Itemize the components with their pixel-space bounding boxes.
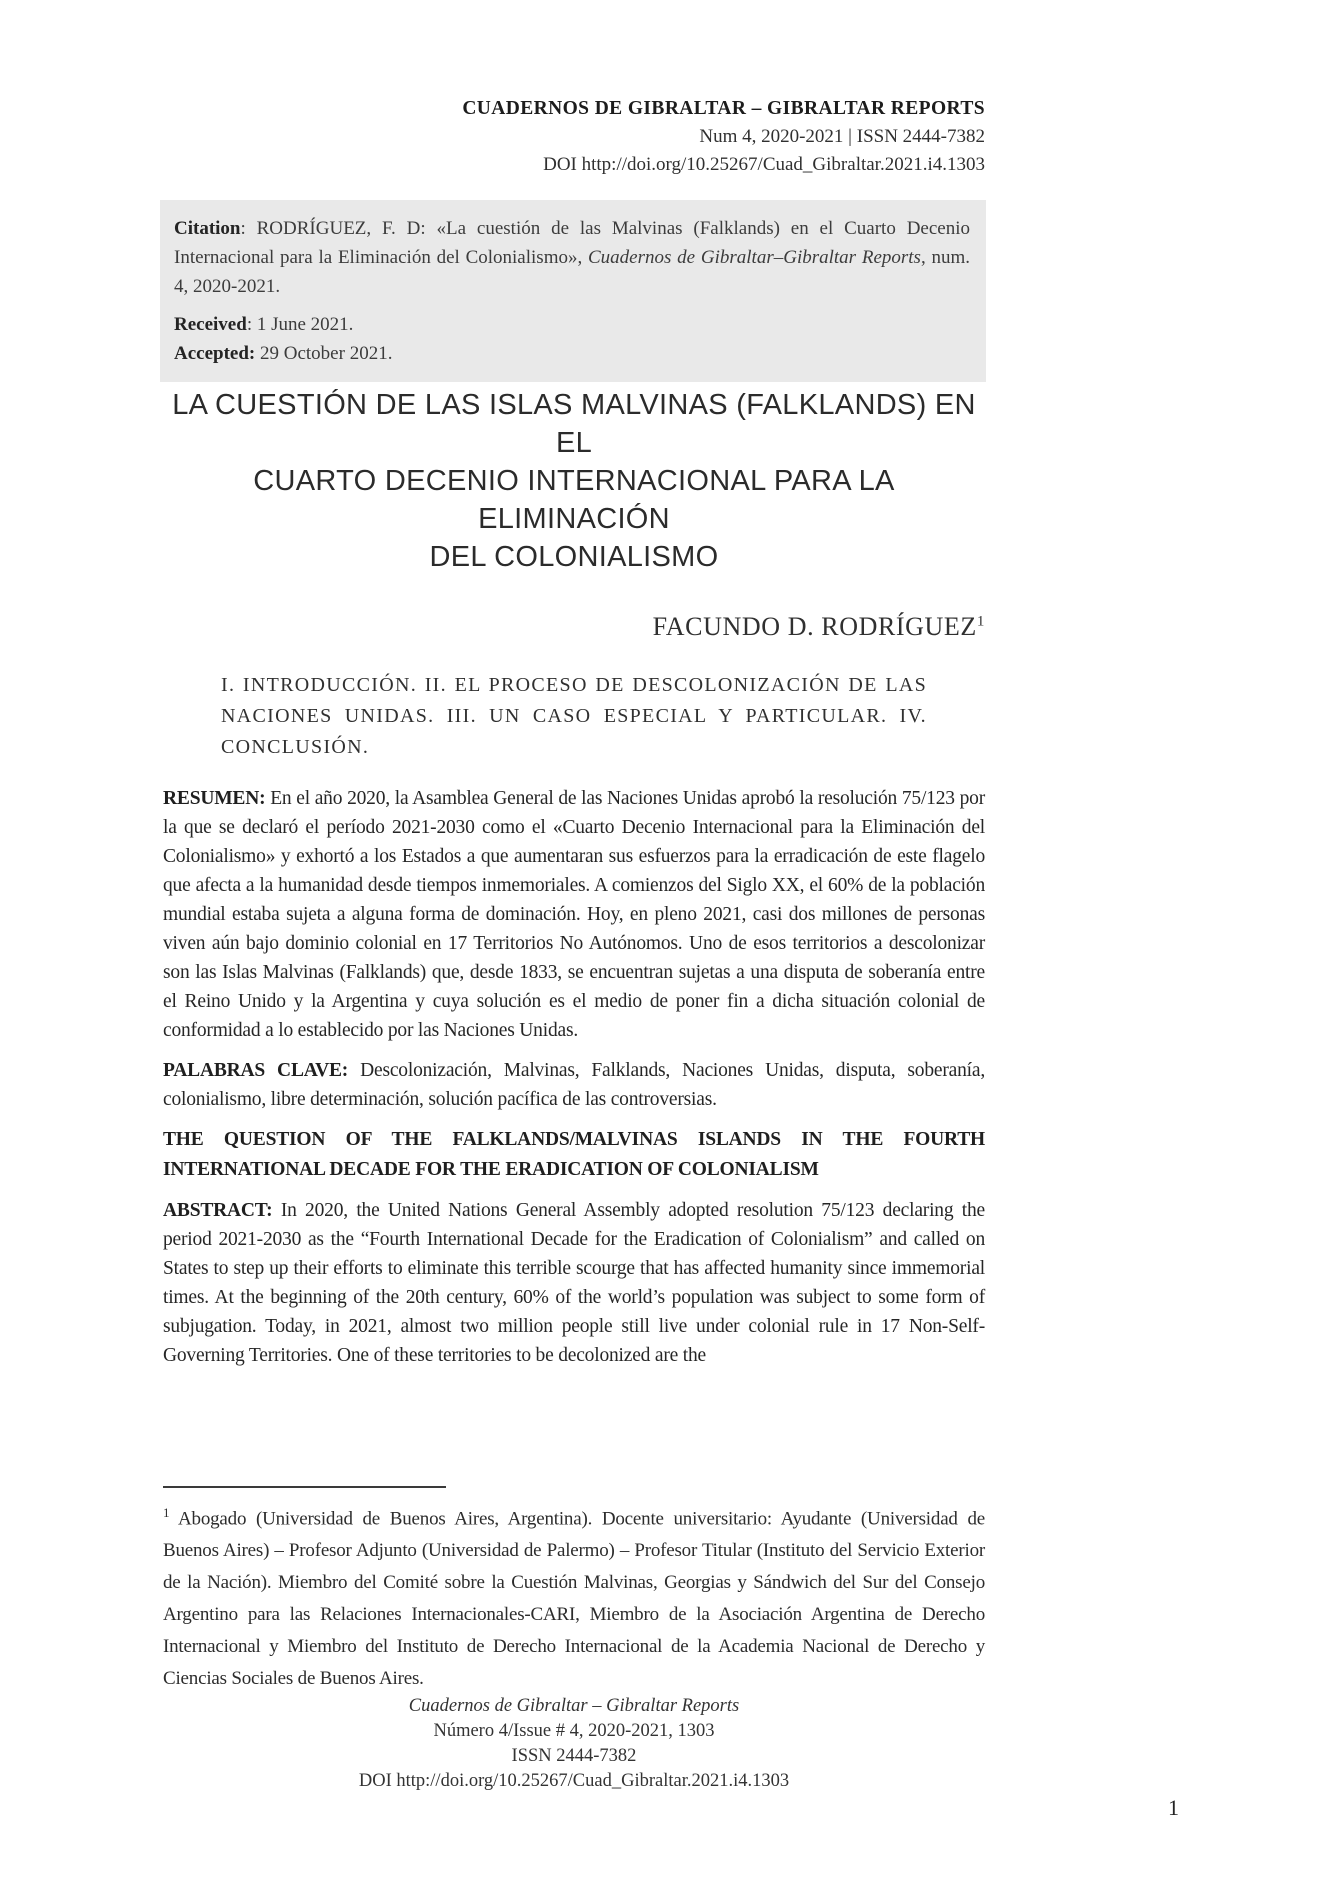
page-footer	[163, 1694, 985, 1794]
palabras-clave-label: PALABRAS CLAVE:	[163, 1060, 349, 1081]
citation-journal-name: Cuadernos de Gibraltar–Gibraltar Reports	[588, 247, 921, 268]
abstracts-column	[163, 784, 985, 1381]
english-title: THE QUESTION OF THE FALKLANDS/MALVINAS ISLANDS IN THE FOURTH INTERNATIONAL DECADE FOR THE ERADICATION OF COLONIALISM	[163, 1129, 985, 1180]
footer-issn-line: ISSN 2444-7382	[511, 1746, 637, 1766]
citation-label: Citation	[174, 218, 241, 239]
abstract-paragraph: ABSTRACT: In 2020, the United Nations General Assembly adopted resolution 75/123 declaring the period 2021-2030 as the “Fourth International Decade for the Eradication of Colonialism” and called on States to step up their efforts to eliminate this terrible scourge that has affected humanity since immemorial times. At the beginning of the 20th century, 60% of the world’s population was subject to some form of subjugation. Today, in 2021, almost two million people still live under colonial rule in 17 Non-Self-Governing Territories. One of these territories to be decolonized are the	[163, 1200, 985, 1366]
footnote-text: $^1$ Abogado (Universidad de Buenos Aires, Argentina). Docente universitario: Ayudante (Universidad de Buenos Aires) – Profesor Adjunto (Universidad de Palermo) – Profesor Titular (Instituto del Servicio Exterior de la Nación). Miembro del Comité sobre la Cuestión Malvinas, Georgias y Sándwich del Sur del Consejo Argentino para las Relaciones Internacionales-CARI, Miembro de la Asociación Argentina de Derecho Internacional y Miembro del Instituto de Derecho Internacional de la Academia Nacional de Derecho y Ciencias Sociales de Buenos Aires.	[163, 1505, 985, 1690]
issue-line: Num 4, 2020-2021 | ISSN 2444-7382	[699, 126, 985, 147]
footer-journal-title: Cuadernos de Gibraltar – Gibraltar Reports	[408, 1696, 740, 1716]
header-doi-line: DOI http://doi.org/10.25267/Cuad_Gibraltar.2021.i4.1303	[543, 154, 985, 175]
citation-text: Citation: RODRÍGUEZ, F. D: «La cuestión de las Malvinas (Falklands) en el Cuarto Decenio Internacional para la Eliminación del Colonialismo», Cuadernos de Gibraltar–Gibraltar Reports, num. 4, 2020-2021.	[174, 218, 971, 297]
footer-issue-line: Número 4/Issue # 4, 2020-2021, 1303	[433, 1721, 715, 1741]
journal-title: CUADERNOS DE GIBRALTAR – GIBRALTAR REPORTS	[462, 98, 985, 119]
section-outline: I. INTRODUCCIÓN. II. EL PROCESO DE DESCOLONIZACIÓN DE LAS NACIONES UNIDAS. III. UN CASO ESPECIAL Y PARTICULAR. IV. CONCLUSIÓN.	[221, 674, 927, 758]
journal-header	[163, 95, 985, 179]
abstract-label: ABSTRACT:	[163, 1200, 273, 1221]
article-title-line-2: CUARTO DECENIO INTERNACIONAL PARA LA ELIMINACIÓN	[253, 465, 895, 535]
received-line: Received: 1 June 2021.	[174, 314, 354, 335]
citation-box	[160, 200, 986, 382]
article-author: FACUNDO D. RODRÍGUEZ$^1$	[652, 612, 985, 641]
article-title-line-1: LA CUESTIÓN DE LAS ISLAS MALVINAS (FALKLANDS) EN EL	[172, 389, 976, 459]
resumen-label: RESUMEN:	[163, 788, 266, 809]
footnote-ref: 1	[163, 1505, 170, 1520]
footnote-block	[163, 1486, 985, 1695]
footer-doi-line: DOI http://doi.org/10.25267/Cuad_Gibraltar.2021.i4.1303	[358, 1771, 790, 1791]
page-number: 1	[1168, 1795, 1179, 1820]
footnote-rule	[163, 1486, 446, 1488]
article-title-line-3: DEL COLONIALISMO	[429, 541, 719, 573]
article-title	[163, 386, 985, 576]
palabras-clave-paragraph: PALABRAS CLAVE: Descolonización, Malvinas, Falklands, Naciones Unidas, disputa, soberanía, colonialismo, libre determinación, solución pacífica de las controversias.	[163, 1060, 986, 1110]
resumen-paragraph: RESUMEN: En el año 2020, la Asamblea General de las Naciones Unidas aprobó la resolución 75/123 por la que se declaró el período 2021-2030 como el «Cuarto Decenio Internacional para la Eliminación del Colonialismo» y exhortó a los Estados a que aumentaran sus esfuerzos para la erradicación de este flagelo que afecta a la humanidad desde tiempos inmemoriales. A comienzos del Siglo XX, el 60% de la población mundial estaba sujeta a alguna forma de dominación. Hoy, en pleno 2021, casi dos millones de personas viven aún bajo dominio colonial en 17 Territorios No Autónomos. Uno de esos territorios a descolonizar son las Islas Malvinas (Falklands) que, desde 1833, se encuentran sujetas a una disputa de soberanía entre el Reino Unido y la Argentina y cuya solución es el medio de poner fin a dicha situación colonial de conformidad a lo establecido por las Naciones Unidas.	[163, 788, 985, 1041]
author-footnote-ref: 1	[976, 613, 985, 630]
accepted-line: Accepted: 29 October 2021.	[174, 343, 393, 364]
